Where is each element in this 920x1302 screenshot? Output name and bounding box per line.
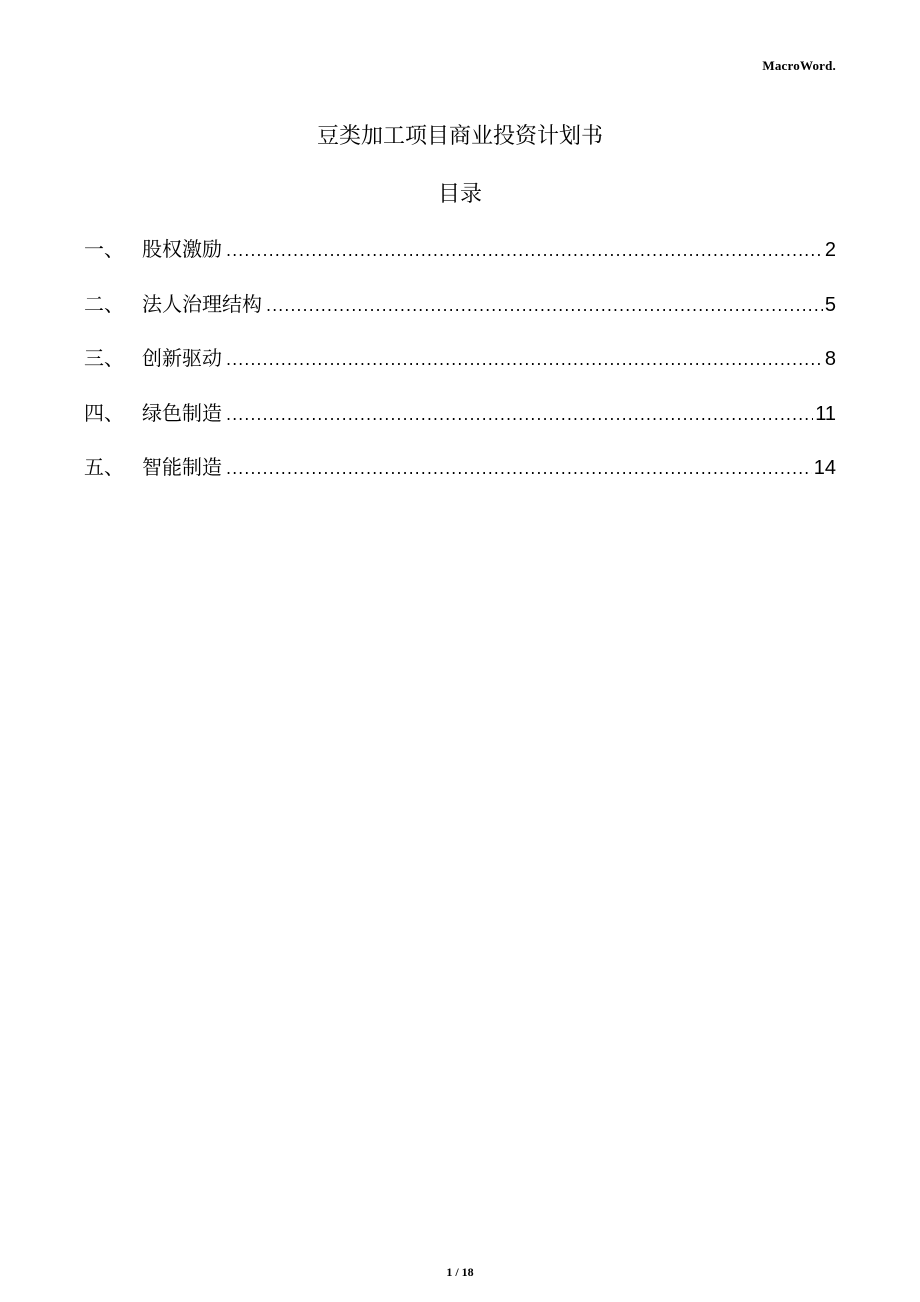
toc-entry-label: 法人治理结构: [142, 291, 262, 316]
toc-entry-number: 四、: [84, 400, 124, 425]
toc-entry-label: 股权激励: [142, 237, 222, 261]
toc-entry-number: 二、: [84, 291, 124, 316]
toc-entry-equity-incentive[interactable]: [84, 234, 836, 289]
toc-entry-innovation-driven[interactable]: [84, 343, 836, 398]
header-brand: MacroWord.: [762, 58, 836, 73]
toc-entry-page: 2: [824, 239, 836, 261]
toc-dot-leader: [226, 454, 812, 484]
toc-entry-green-manufacturing[interactable]: [84, 398, 836, 453]
page-indicator: 1 / 18: [446, 1265, 474, 1279]
toc-dot-leader: [226, 345, 823, 375]
toc-entry-page: 5: [824, 293, 836, 316]
toc-entry-corporate-governance[interactable]: [84, 289, 836, 344]
toc-entry-page: 8: [824, 348, 836, 370]
toc-entry-number: 一、: [84, 237, 124, 261]
toc-entry-label: 智能制造: [142, 455, 222, 479]
document-title: 豆类加工项目商业投资计划书: [316, 124, 603, 149]
toc-dot-leader: [266, 291, 823, 321]
table-of-contents: [84, 234, 836, 507]
toc-dot-leader: [226, 236, 823, 266]
toc-entry-smart-manufacturing[interactable]: [84, 452, 836, 507]
toc-entry-label: 绿色制造: [142, 400, 222, 425]
toc-entry-number: 三、: [84, 346, 124, 370]
toc-heading: 目录: [437, 182, 482, 207]
toc-entry-number: 五、: [84, 455, 124, 479]
toc-entry-page: 14: [813, 457, 836, 479]
toc-entry-page: 11: [815, 402, 836, 425]
toc-entry-label: 创新驱动: [142, 346, 222, 370]
toc-dot-leader: [226, 400, 813, 430]
